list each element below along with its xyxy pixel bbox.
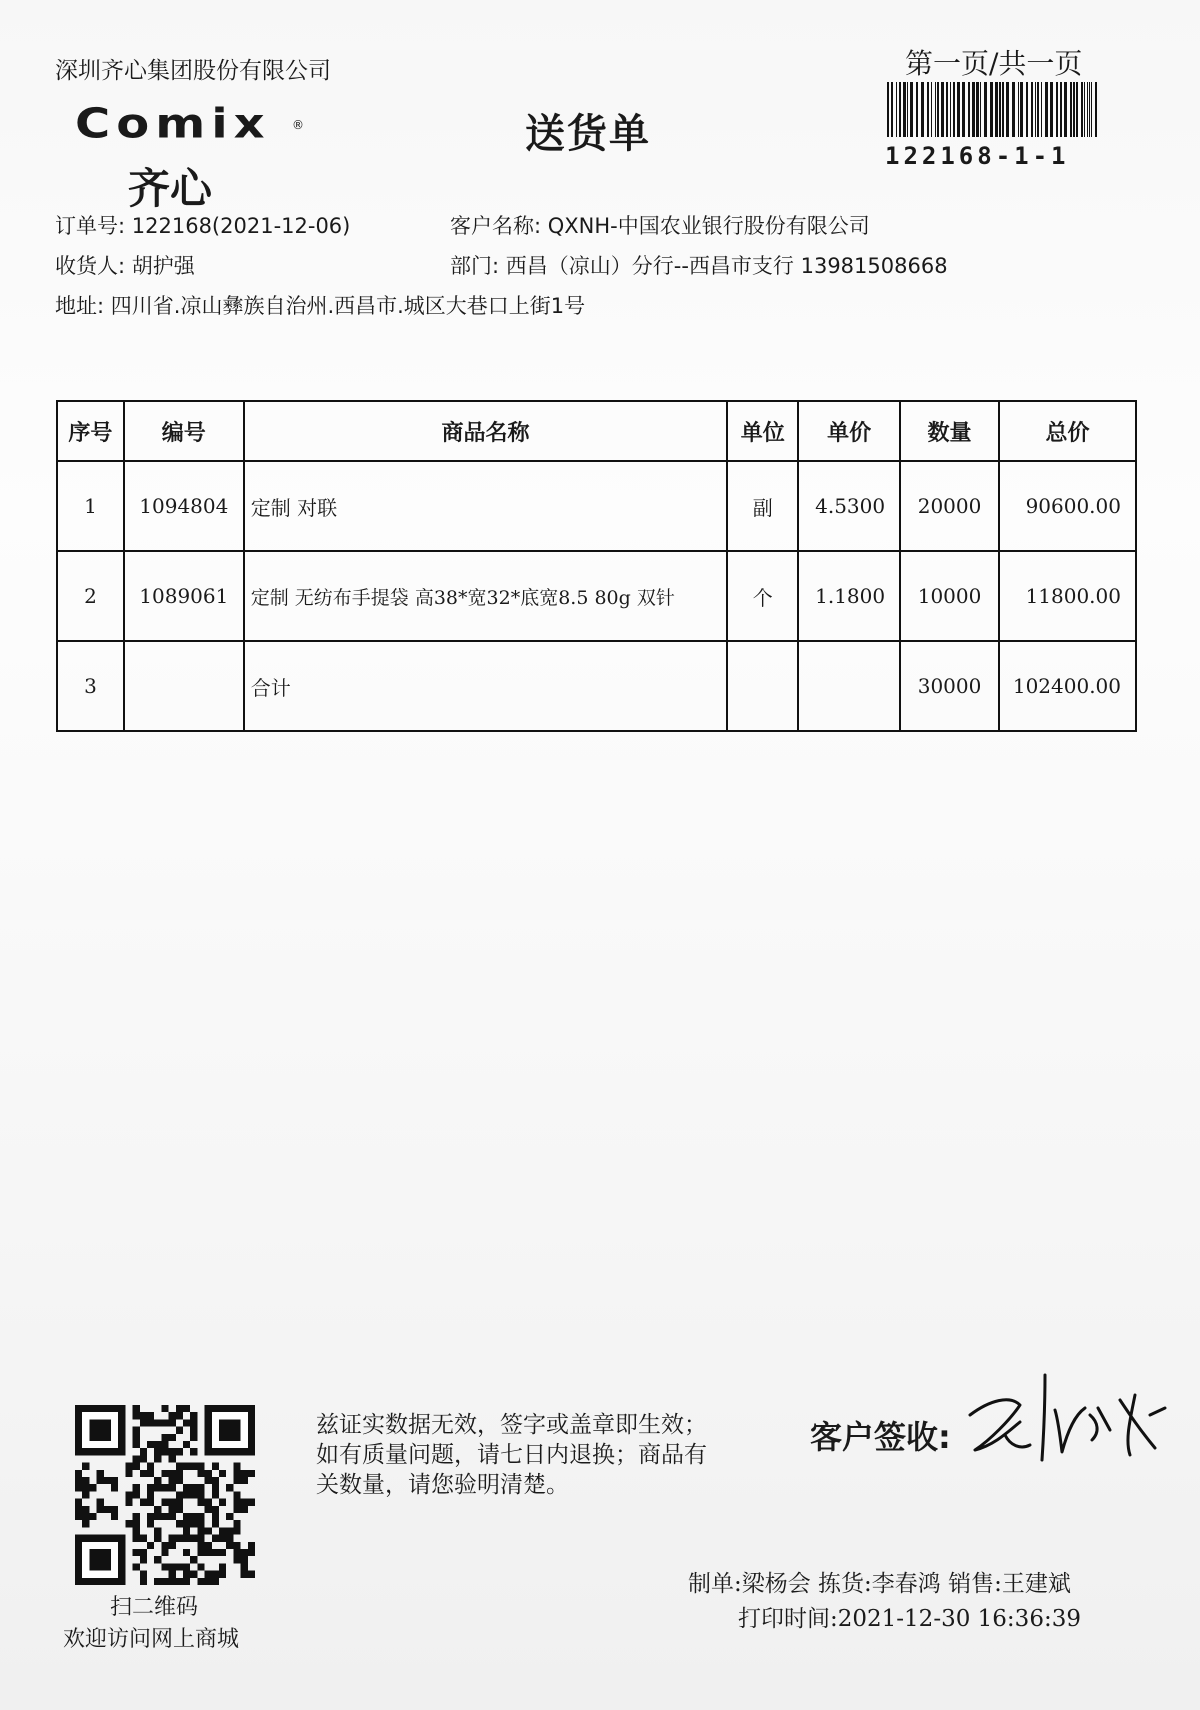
document-title: 送货单 [525,111,651,157]
receiver [55,250,195,280]
address-value: 四川省.凉山彝族自治州.西昌市.城区大巷口上街1号 [110,294,586,318]
company-name: 深圳齐心集团股份有限公司 [55,58,331,84]
qr-code-image [75,1405,255,1585]
barcode-image [885,82,1100,137]
barcode-number: 122168-1-1 [885,142,1070,170]
cell-seq: 3 [57,641,124,731]
handwritten-signature [950,1360,1180,1470]
cell-qty: 10000 [900,551,999,641]
comix-logo-text: Comix [75,100,271,148]
order-number-label: 订单号: [55,214,126,238]
customer-name [450,210,870,240]
cell-name: 定制 无纺布手提袋 高38*宽32*底宽8.5 80g 双针 [244,551,728,641]
header-quantity: 数量 [900,401,999,461]
cell-price: 1.1800 [798,551,900,641]
cell-price: 4.5300 [798,461,900,551]
customer-value: QXNH-中国农业银行股份有限公司 [547,214,870,238]
cell-seq: 2 [57,551,124,641]
customer-signature-label: 客户签收: [810,1418,951,1456]
department-label: 部门: [450,254,500,278]
cell-total: 90600.00 [999,461,1136,551]
cell-unit: 副 [727,461,798,551]
staff-info: 制单:梁杨会 拣货:李春鸿 销售:王建斌 [688,1571,1071,1597]
comix-logo-chinese: 齐心 [128,164,213,213]
cell-name: 合计 [244,641,728,731]
items-table [56,400,1137,732]
cell-code: 1094804 [124,461,244,551]
cell-unit [727,641,798,731]
cell-qty: 30000 [900,641,999,731]
header-total: 总价 [999,401,1136,461]
cell-qty: 20000 [900,461,999,551]
cell-code [124,641,244,731]
order-number [55,210,350,240]
registered-mark: ® [292,118,304,132]
cell-seq: 1 [57,461,124,551]
table-row [57,461,1136,551]
cell-price [798,641,900,731]
receiver-value: 胡护强 [131,254,195,278]
address-label: 地址: [55,294,105,318]
customer-label: 客户名称: [450,214,542,238]
header-unit: 单位 [727,401,798,461]
qr-caption-shop: 欢迎访问网上商城 [63,1627,240,1652]
cell-total: 102400.00 [999,641,1136,731]
header-product-name: 商品名称 [244,401,728,461]
cell-unit: 个 [727,551,798,641]
cell-total: 11800.00 [999,551,1136,641]
qr-caption-scan: 扫二维码 [110,1595,199,1620]
header-code: 编号 [124,401,244,461]
department-value: 西昌（凉山）分行--西昌市支行 13981508668 [505,254,948,278]
notice-text: 兹证实数据无效，签字或盖章即生效；如有质量问题，请七日内退换；商品有关数量，请您验明清楚。 [316,1412,707,1498]
cell-name: 定制 对联 [244,461,728,551]
print-time: 打印时间:2021-12-30 16:36:39 [738,1606,1081,1632]
address [55,290,585,320]
header-unit-price: 单价 [798,401,900,461]
table-row-total [57,641,1136,731]
page-info: 第一页/共一页 [905,47,1083,80]
order-number-value: 122168(2021-12-06) [131,214,351,238]
table-header-row [57,401,1136,461]
receiver-label: 收货人: [55,254,126,278]
cell-code: 1089061 [124,551,244,641]
header-seq: 序号 [57,401,124,461]
table-row [57,551,1136,641]
department [450,250,948,280]
